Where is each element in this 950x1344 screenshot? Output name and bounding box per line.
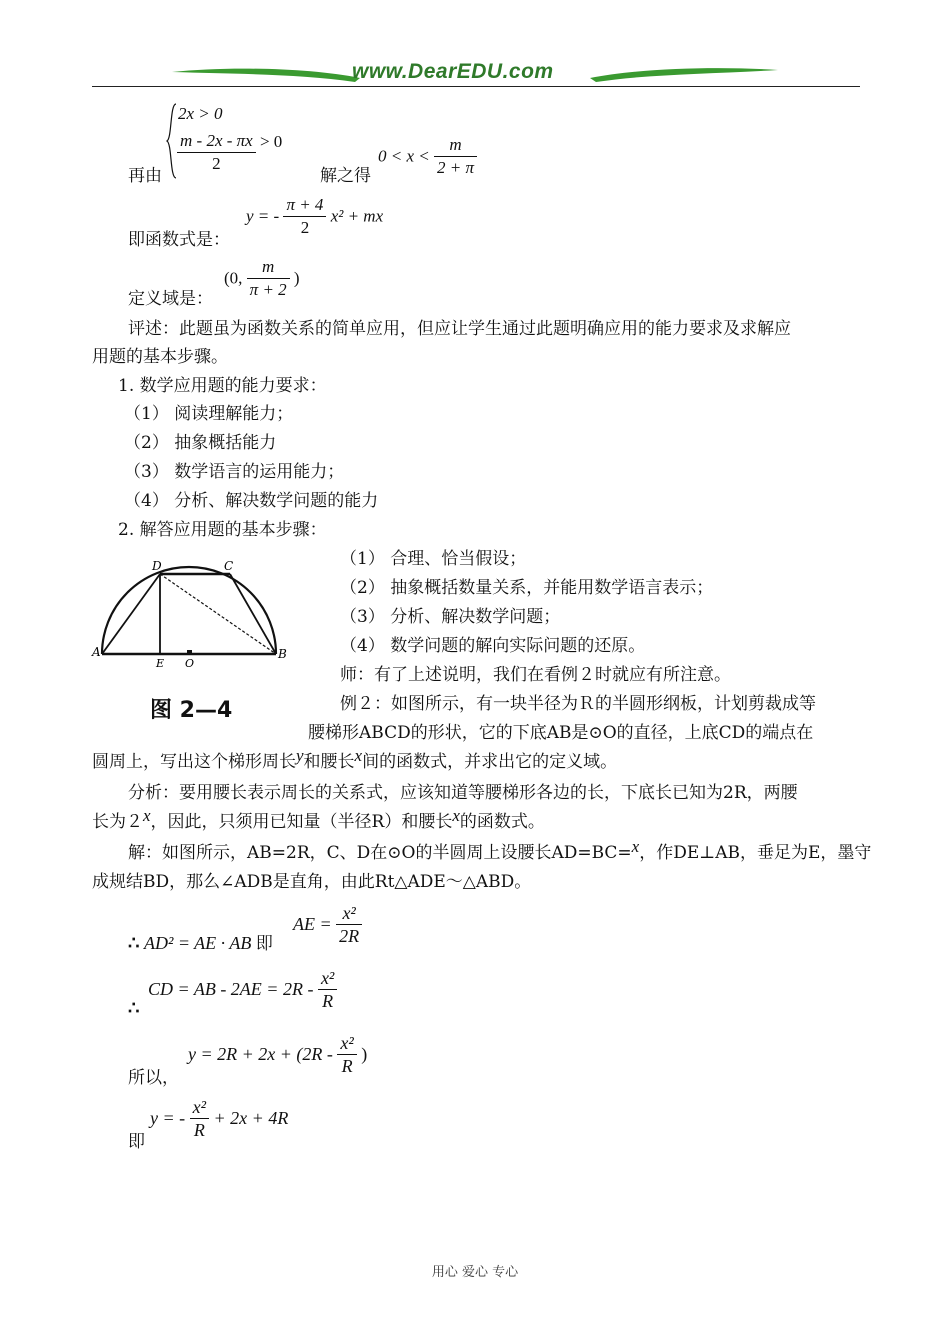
- list-item: （1） 合理、恰当假设；: [340, 549, 527, 569]
- solution-line-2: 成规结BD，那么∠ADB是直角，由此Rt△ADE～△ABD。: [92, 872, 532, 892]
- page-footer: 用心 爱心 专心: [431, 1265, 519, 1280]
- equation-1b: AE = $\frac{\text{x²}}{2R}$: [293, 902, 362, 947]
- section-2-heading: 2. 解答应用题的基本步骤：: [118, 520, 327, 540]
- label-d: D: [152, 559, 162, 573]
- list-item: （2） 抽象概括能力: [124, 433, 277, 453]
- example-line-2: 腰梯形ABCD的形状，它的下底AB是⊙O的直径，上底CD的端点在: [308, 723, 814, 743]
- section-1-heading: 1. 数学应用题的能力要求：: [118, 376, 327, 396]
- solution-range: 0 < x < $\frac{m}{2 + \pi}$: [378, 134, 477, 179]
- text-zaiyou: 再由: [128, 166, 162, 186]
- text-domain-label: 定义域是：: [128, 289, 213, 309]
- text-suoyi: 所以，: [128, 1068, 179, 1088]
- list-item: （3） 分析、解决数学问题；: [340, 607, 561, 627]
- semicircle-figure: [90, 556, 290, 668]
- list-item: （3） 数学语言的运用能力；: [124, 462, 345, 482]
- analysis-line-2: 长为２x，因此，只须用已知量（半径R）和腰长x的函数式。: [92, 806, 545, 832]
- label-o: O: [185, 657, 195, 668]
- list-item: （4） 数学问题的解向实际问题的还原。: [340, 636, 646, 656]
- label-c: C: [224, 559, 234, 573]
- text-solve: 解之得: [320, 166, 371, 186]
- ineq-2: $\frac{m - 2x - \pi x}{2}$ > 0: [177, 130, 282, 175]
- equation-3: y = 2R + 2x + (2R - $\frac{\text{x²}}{R}$ ): [188, 1033, 368, 1076]
- equation-4: y = - $\frac{\text{x²}}{R}$ + 2x + 4R: [150, 1097, 289, 1140]
- therefore-symbol: ∴: [128, 998, 140, 1018]
- text-func-label: 即函数式是：: [128, 230, 230, 250]
- figure-caption: 图 2—4: [150, 698, 233, 723]
- list-item: （1） 阅读理解能力；: [124, 404, 294, 424]
- ineq-1: 2x > 0: [178, 104, 223, 123]
- example-line-1: 例２：如图所示，有一块半径为Ｒ的半圆形纲板，计划剪裁成等: [340, 694, 816, 714]
- label-b: B: [278, 647, 287, 661]
- equation-2: CD = AB - 2AE = 2R - $\frac{\text{x²}}{R}$: [148, 967, 337, 1012]
- list-item: （4） 分析、解决数学问题的能力: [124, 491, 379, 511]
- label-e: E: [156, 657, 165, 668]
- site-logo[interactable]: www.DearEDU.com: [352, 60, 554, 83]
- analysis-line-1: 分析：要用腰长表示周长的关系式，应该知道等腰梯形各边的长，下底长已知为2R，两腰: [128, 783, 798, 803]
- domain-expression: (0, $\frac{m}{\pi + 2}$ ): [224, 257, 300, 299]
- list-item: （2） 抽象概括数量关系，并能用数学语言表示；: [340, 578, 714, 598]
- paragraph-comment-1: 评述：此题虽为函数关系的简单应用，但应让学生通过此题明确应用的能力要求及求解应: [128, 319, 791, 339]
- paragraph-comment-2: 用题的基本步骤。: [92, 347, 228, 367]
- example-line-3: 圆周上，写出这个梯形周长y和腰长x间的函数式，并求出它的定义域。: [92, 746, 618, 772]
- function-expression: y = - $\frac{\pi + 4}{2}$ x² + mx: [246, 195, 384, 237]
- solution-line-1: 解：如图所示，AB=2R，C、D在⊙O的半圆周上设腰长AD=BC=x，作DE⊥AB，垂足为E，墨守: [128, 837, 872, 863]
- equation-1: ∴ AD² = AE · AB 即: [128, 933, 273, 953]
- text-ji: 即: [128, 1132, 145, 1152]
- label-a: A: [92, 645, 101, 659]
- teacher-note: 师：有了上述说明，我们在看例２时就应有所注意。: [340, 665, 731, 685]
- header-divider: [92, 86, 860, 87]
